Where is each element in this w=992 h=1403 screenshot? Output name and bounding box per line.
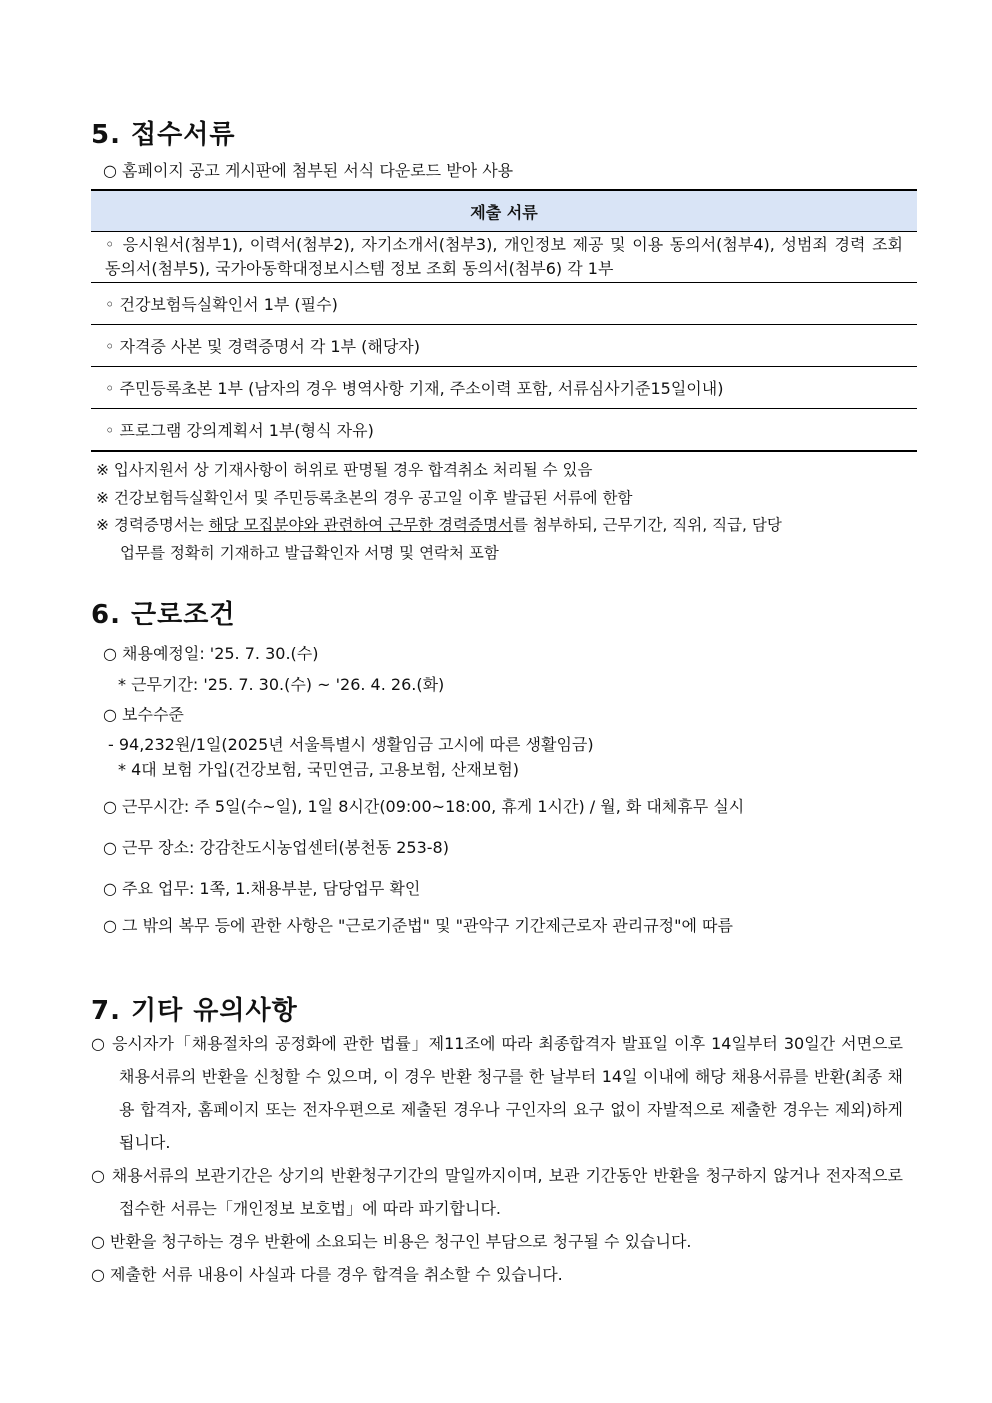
notice-item: ○ 채용서류의 보관기간은 상기의 반환청구기간의 말일까지이며, 보관 기간동안 반환을 청구하지 않거나 전자적으로 접수한 서류는「개인정보 보호법」에 따라 파기합니다. (91, 1166, 903, 1218)
notice-list (91, 1027, 903, 1291)
work-condition-line: ○ 보수수준 (103, 705, 184, 724)
note-3-suffix: 를 첨부하되, 근무기간, 직위, 직급, 담당 (512, 516, 782, 534)
table-row: ◦ 자격증 사본 및 경력증명서 각 1부 (해당자) (91, 325, 917, 367)
work-condition-line: - 94,232원/1일(2025년 서울특별시 생활임금 고시에 따른 생활임금) (108, 735, 594, 754)
note-3-line2: 업무를 정확히 기재하고 발급확인자 서명 및 연락처 포함 (120, 544, 499, 562)
work-condition-line: ○ 근무시간: 주 5일(수~일), 1일 8시간(09:00~18:00, 휴게 1시간) / 월, 화 대체휴무 실시 (103, 797, 745, 816)
work-condition-line: * 근무기간: '25. 7. 30.(수) ~ '26. 4. 26.(화) (118, 675, 445, 694)
notice-item: ○ 반환을 청구하는 경우 반환에 소요되는 비용은 청구인 부담으로 청구될 수 있습니다. (91, 1232, 692, 1251)
work-condition-line: ○ 채용예정일: '25. 7. 30.(수) (103, 644, 319, 663)
section-5-title: 5. 접수서류 (91, 120, 236, 150)
section-5-intro: ○ 홈페이지 공고 게시판에 첨부된 서식 다운로드 받아 사용 (103, 161, 514, 180)
note-3-underlined: 해당 모집분야와 관련하여 근무한 경력증명서 (208, 516, 513, 534)
work-condition-line: ○ 그 밖의 복무 등에 관한 사항은 "근로기준법" 및 "관악구 기간제근로자 관리규정"에 따름 (103, 916, 733, 935)
note-3-prefix: ※ 경력증명서는 (96, 516, 209, 534)
section-7-title: 7. 기타 유의사항 (91, 996, 298, 1026)
table-row: ◦ 건강보험득실확인서 1부 (필수) (91, 283, 917, 325)
note-2: ※ 건강보험득실확인서 및 주민등록초본의 경우 공고일 이후 발급된 서류에 한함 (96, 489, 633, 507)
notice-item: ○ 제출한 서류 내용이 사실과 다를 경우 합격을 취소할 수 있습니다. (91, 1265, 563, 1284)
table-row: ◦ 프로그램 강의계획서 1부(형식 자유) (91, 409, 917, 452)
note-3 (96, 513, 782, 535)
work-condition-line: ○ 주요 업무: 1쪽, 1.채용부분, 담당업무 확인 (103, 879, 421, 898)
submission-documents-table (91, 189, 917, 452)
work-condition-line: ○ 근무 장소: 강감찬도시농업센터(봉천동 253-8) (103, 838, 449, 857)
note-1: ※ 입사지원서 상 기재사항이 허위로 판명될 경우 합격취소 처리될 수 있음 (96, 461, 593, 479)
table-row: ◦ 주민등록초본 1부 (남자의 경우 병역사항 기재, 주소이력 포함, 서류심사기준15일이내) (91, 367, 917, 409)
table-row: ◦ 응시원서(첨부1), 이력서(첨부2), 자기소개서(첨부3), 개인정보 제공 및 이용 동의서(첨부4), 성범죄 경력 조회 동의서(첨부5), 국가아동학대정보시스템 정보 조회 동의서(첨부6) 각 1부 (91, 232, 917, 283)
section-6-title: 6. 근로조건 (91, 600, 236, 630)
work-condition-line: * 4대 보험 가입(건강보험, 국민연금, 고용보험, 산재보험) (118, 760, 520, 779)
notice-item: ○ 응시자가「채용절차의 공정화에 관한 법률」제11조에 따라 최종합격자 발표일 이후 14일부터 30일간 서면으로 채용서류의 반환을 신청할 수 있으며, 이 경우 반환 청구를 한 날부터 14일 이내에 해당 채용서류를 반환(최종 채용 합격자, 홈페이지 또는 전자우편으로 제출된 경우나 구인자의 요구 없이 자발적으로 제출한 경우는 제외)하게 됩니다. (91, 1034, 903, 1152)
table-header: 제출 서류 (91, 190, 917, 232)
